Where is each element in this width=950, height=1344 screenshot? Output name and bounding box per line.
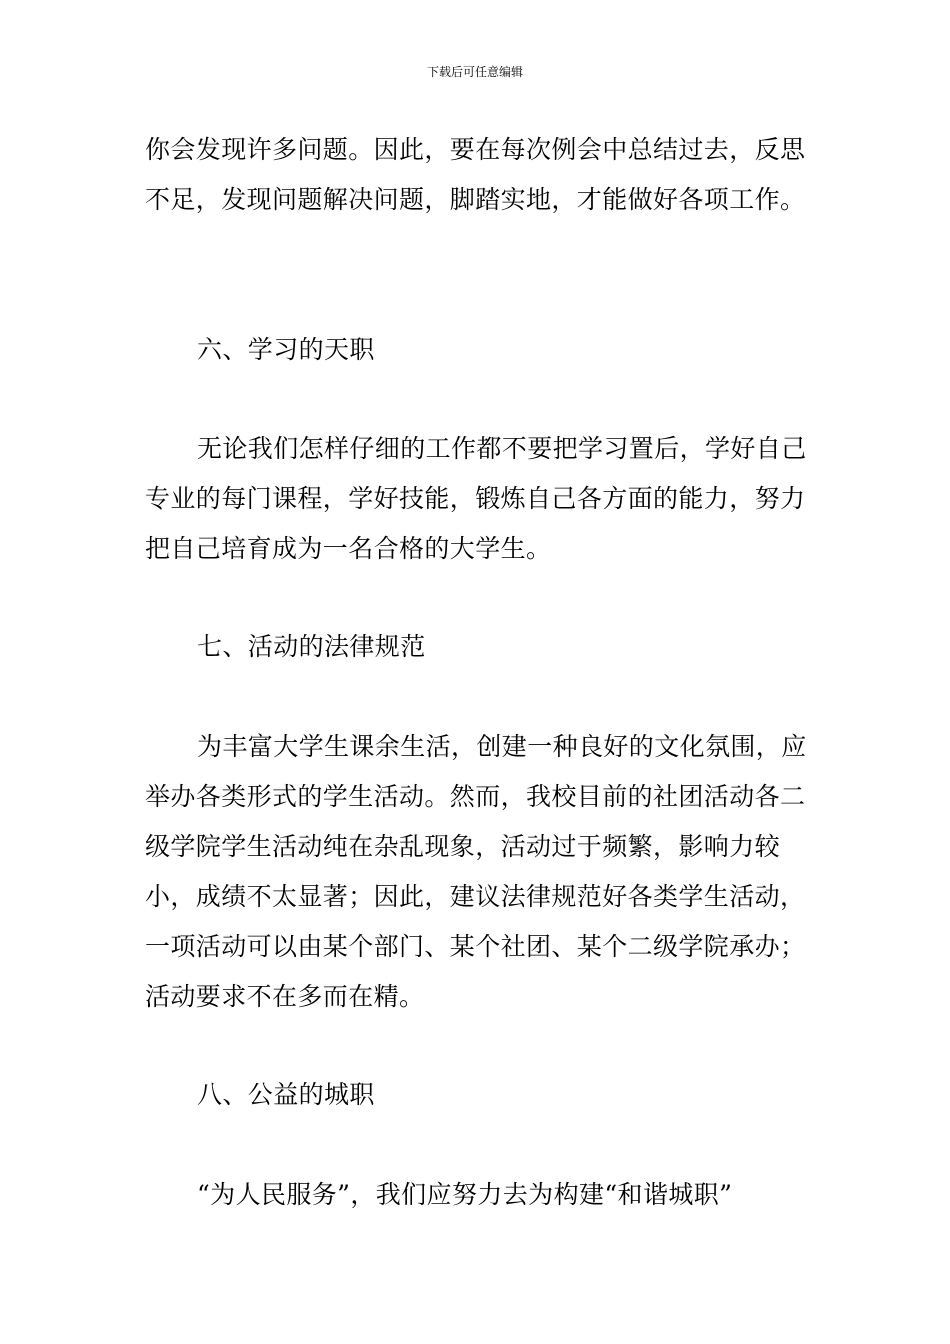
paragraph-study: 无论我们怎样仔细的工作都不要把学习置后，学好自己专业的每门课程，学好技能，锻炼自己各方面的能力，努力把自己培育成为一名合格的大学生。 (145, 434, 807, 563)
page-header-note: 下载后可任意编辑 (426, 65, 523, 79)
paragraph-activities: 为丰富大学生课余生活，创建一种良好的文化氛围，应举办各类形式的学生活动。然而，我校目前的社团活动各二级学院学生活动纯在杂乱现象，活动过于频繁，影响力较小，成绩不太显著；因此，建议法律规范好各类学生活动，一项活动可以由某个部门、某个社团、某个二级学院承办；活动要求不在多而在精。 (145, 732, 807, 1011)
section-heading-7: 七、活动的法律规范 (197, 632, 426, 661)
paragraph-public-service: “为人民服务”，我们应努力去为构建“和谐城职” (197, 1180, 733, 1209)
section-heading-8: 八、公益的城职 (197, 1080, 375, 1109)
section-heading-6: 六、学习的天职 (197, 335, 375, 364)
paragraph-continued: 你会发现许多问题。因此，要在每次例会中总结过去，反思不足，发现问题解决问题，脚踏实地，才能做好各项工作。 (145, 135, 806, 214)
